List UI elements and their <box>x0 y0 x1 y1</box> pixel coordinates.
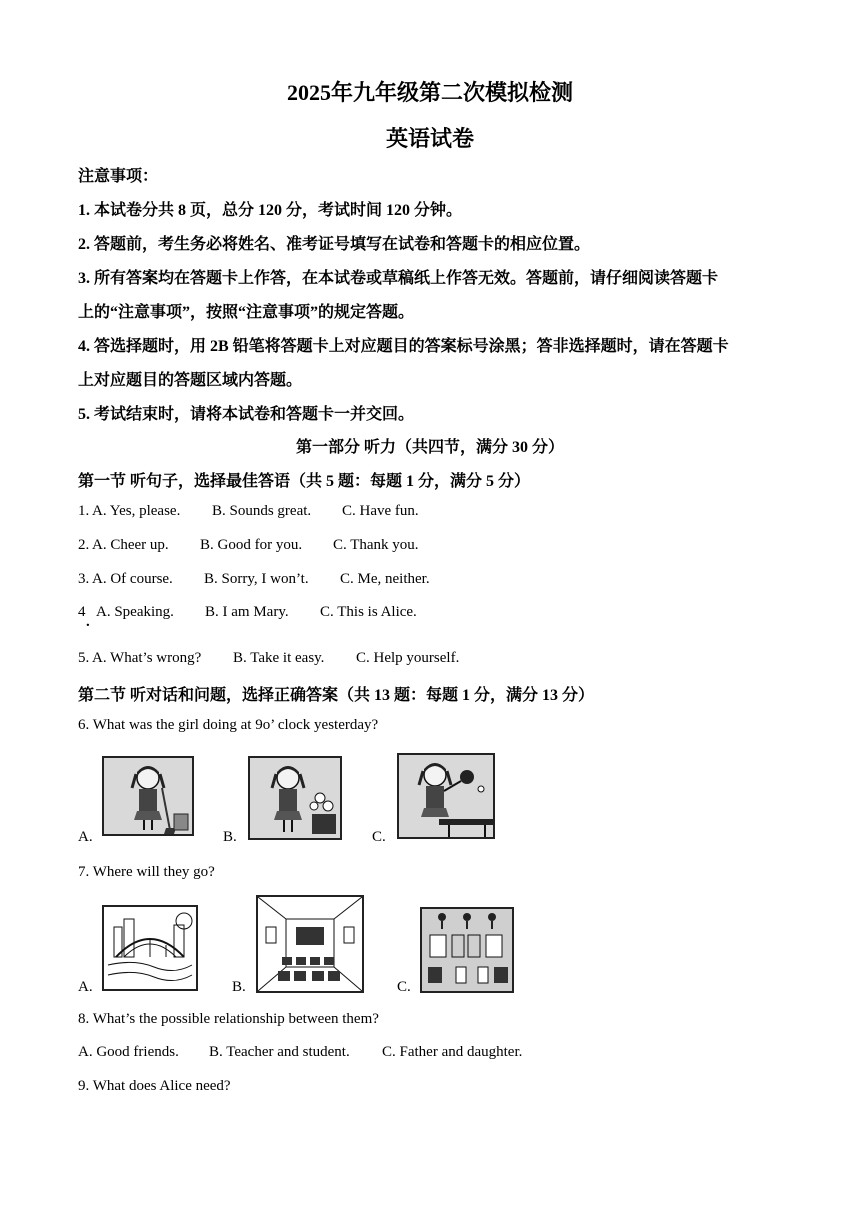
question-number: 2. <box>78 537 90 553</box>
option-b-label: B. <box>223 829 237 845</box>
question-8-text: 8. What’s the possible relationship between them? <box>78 1011 379 1027</box>
option-c: C. Have fun. <box>342 503 419 519</box>
option-b: B. Sounds great. <box>212 503 312 519</box>
notice-item: 上的“注意事项”，按照“注意事项”的规定答题。 <box>78 304 415 321</box>
question-9-text: 9. What does Alice need? <box>78 1078 231 1094</box>
exam-subtitle: 英语试卷 <box>385 126 474 151</box>
option-a: A. Of course. <box>92 571 173 587</box>
question-4 <box>78 604 778 624</box>
option-b: B. Take it easy. <box>233 650 325 666</box>
section1-heading: 第一节 听句子，选择最佳答语（共 5 题：每题 1 分，满分 5 分） <box>78 473 531 490</box>
option-c: C. Me, neither. <box>340 571 430 587</box>
notice-item: 3. 所有答案均在答题卡上作答，在本试卷或草稿纸上作答无效。答题前，请仔细阅读答题卡 <box>78 270 719 287</box>
option-a-label: A. <box>78 979 93 995</box>
girl-sweeping-image <box>102 756 194 836</box>
girl-playing-ping-pong-image <box>397 753 495 839</box>
notice-item: 5. 考试结束时，请将本试卷和答题卡一并交回。 <box>78 406 415 423</box>
question-3 <box>78 571 778 591</box>
question-6-text: 6. What was the girl doing at 9o’ clock yesterday? <box>78 717 379 733</box>
option-b-label: B. <box>232 979 246 995</box>
parking-lot-image <box>420 907 514 993</box>
option-a-label: A. <box>78 829 93 845</box>
option-a: A. Speaking. <box>96 604 174 620</box>
question-2 <box>78 537 778 557</box>
cinema-room-image <box>256 895 364 993</box>
option-b: B. Teacher and student. <box>209 1044 350 1060</box>
question-1 <box>78 503 778 523</box>
question-7-text: 7. Where will they go? <box>78 864 215 880</box>
question-number: 1. <box>78 503 90 519</box>
option-b: B. I am Mary. <box>205 604 289 620</box>
section2-heading: 第二节 听对话和问题，选择正确答案（共 13 题：每题 1 分，满分 13 分） <box>78 687 595 704</box>
question-number: 3. <box>78 571 90 587</box>
part1-heading: 第一部分 听力（共四节，满分 30 分） <box>295 439 564 456</box>
notice-item: 4. 答选择题时，用 2B 铅笔将答题卡上对应题目的答案标号涂黑；答非选择题时，请在答题卡 <box>78 338 729 355</box>
question-5 <box>78 650 778 670</box>
girl-with-plant-image <box>248 756 342 840</box>
notice-item: 1. 本试卷分共 8 页，总分 120 分，考试时间 120 分钟。 <box>78 202 463 219</box>
option-c: C. Thank you. <box>333 537 419 553</box>
question-number: 4 <box>78 604 86 620</box>
exam-title: 2025年九年级第二次模拟检测 <box>286 80 573 105</box>
option-a: A. Good friends. <box>78 1044 179 1060</box>
notice-heading: 注意事项： <box>78 168 159 185</box>
notice-item: 上对应题目的答题区域内答题。 <box>78 372 303 389</box>
option-a: A. Cheer up. <box>92 537 169 553</box>
option-a: A. What’s wrong? <box>92 650 202 666</box>
option-b: B. Sorry, I won’t. <box>204 571 309 587</box>
option-a: A. Yes, please. <box>92 503 181 519</box>
option-b: B. Good for you. <box>200 537 303 553</box>
option-c: C. Father and daughter. <box>382 1044 523 1060</box>
notice-item: 2. 答题前，考生务必将姓名、准考证号填写在试卷和答题卡的相应位置。 <box>78 236 591 253</box>
option-c: C. This is Alice. <box>320 604 417 620</box>
question-number: 5. <box>78 650 90 666</box>
park-bridge-image <box>102 905 198 991</box>
option-c-label: C. <box>397 979 411 995</box>
stray-mark: . <box>86 614 90 630</box>
option-c: C. Help yourself. <box>356 650 460 666</box>
option-c-label: C. <box>372 829 386 845</box>
question-8-options <box>78 1044 778 1064</box>
